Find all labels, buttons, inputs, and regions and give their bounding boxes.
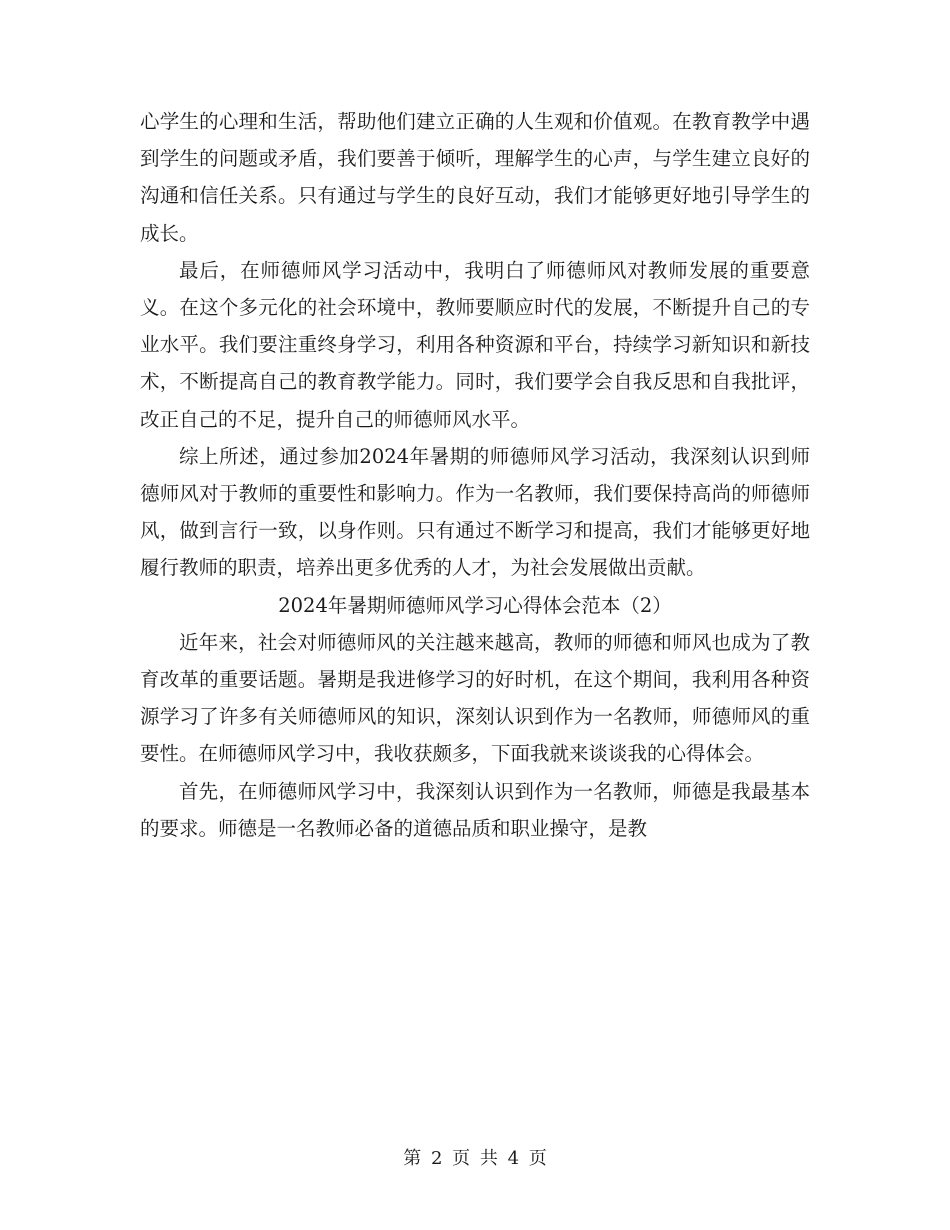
paragraph-first-point: 首先，在师德师风学习中，我深刻认识到作为一名教师，师德是我最基本的要求。师德是一名教师必备的道德品质和职业操守，是教 [140, 779, 810, 840]
document-body [140, 103, 810, 847]
paragraph-summary: 综上所述，通过参加2024年暑期的师德师风学习活动，我深刻认识到师德师风对于教师的重要性和影响力。作为一名教师，我们要保持高尚的师德师风，做到言行一致，以身作则。只有通过不断学习和提高，我们才能够更好地履行教师的职责，培养出更多优秀的人才，为社会发展做出贡献。 [140, 444, 810, 580]
paragraph-intro: 近年来，社会对师德师风的关注越来越高，教师的师德和师风也成为了教育改革的重要话题。暑期是我进修学习的好时机，在这个期间，我利用各种资源学习了许多有关师德师风的知识，深刻认识到作为一名教师，师德师风的重要性。在师德师风学习中，我收获颇多，下面我就来谈谈我的心得体会。 [140, 630, 810, 766]
paragraph-finally: 最后，在师德师风学习活动中，我明白了师德师风对教师发展的重要意义。在这个多元化的社会环境中，教师要顺应时代的发展，不断提升自己的专业水平。我们要注重终身学习，利用各种资源和平台，持续学习新知识和新技术，不断提高自己的教育教学能力。同时，我们要学会自我反思和自我批评，改正自己的不足，提升自己的师德师风水平。 [140, 258, 810, 431]
paragraph-continued: 心学生的心理和生活，帮助他们建立正确的人生观和价值观。在教育教学中遇到学生的问题或矛盾，我们要善于倾听，理解学生的心声，与学生建立良好的沟通和信任关系。只有通过与学生的良好互动，我们才能够更好地引导学生的成长。 [140, 110, 810, 245]
section-title: 2024年暑期师德师风学习心得体会范本（2） [278, 593, 672, 617]
page-footer: 第 2 页 共 4 页 [403, 1148, 547, 1169]
